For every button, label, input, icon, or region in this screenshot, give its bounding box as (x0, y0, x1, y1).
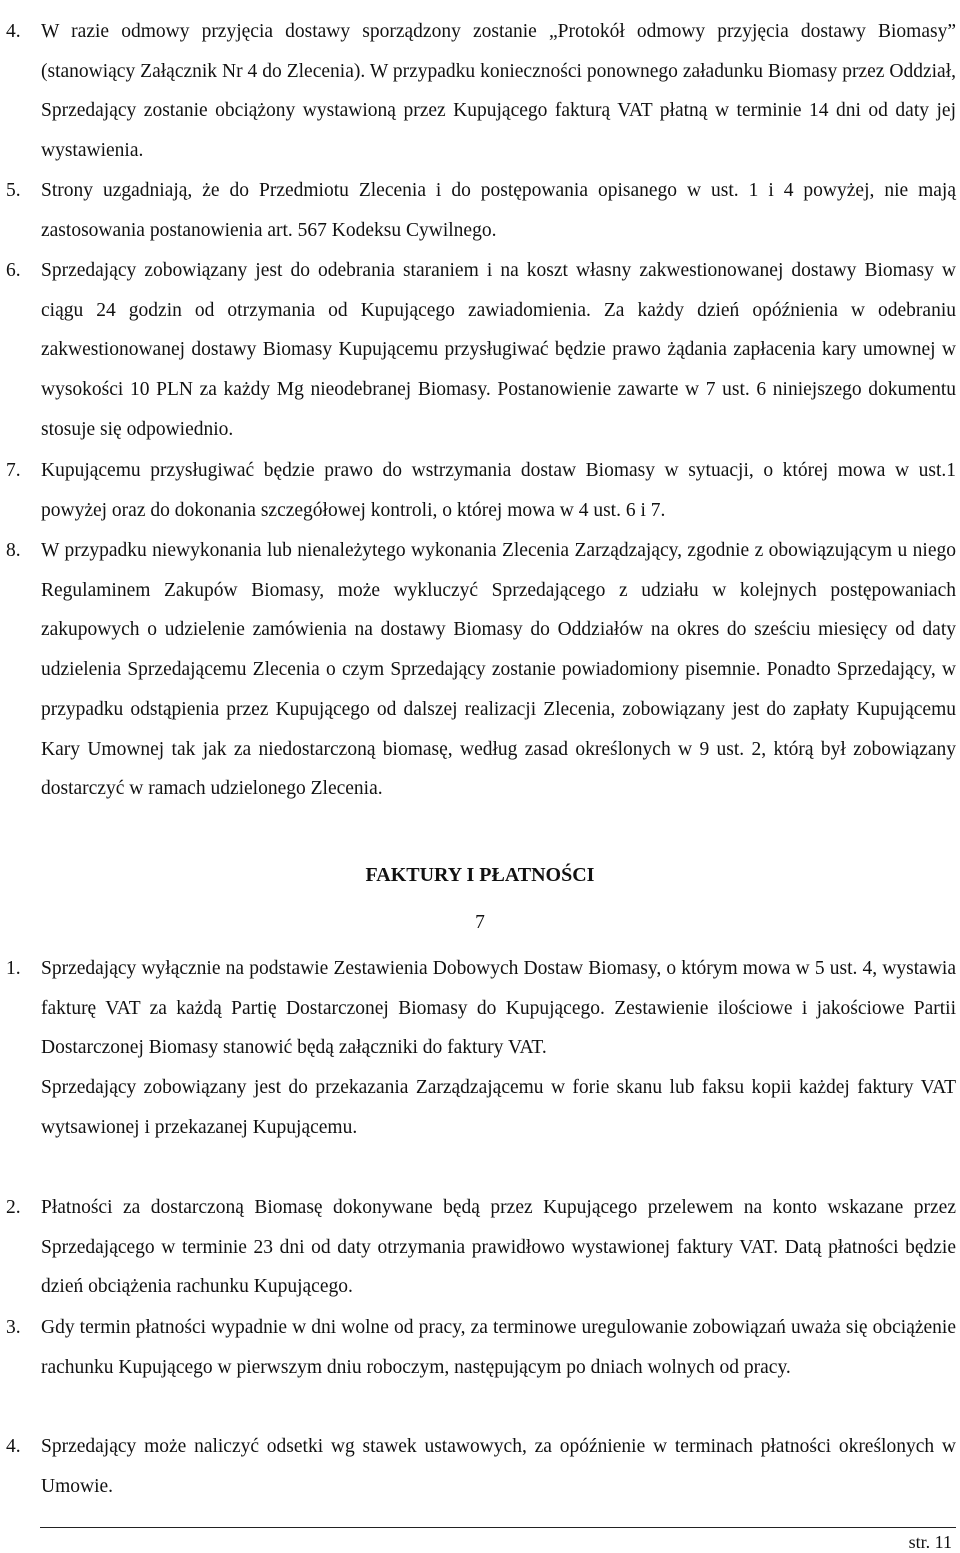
item-text: Sprzedający może naliczyć odsetki wg stawek ustawowych, za opóźnienie w terminach płatności określonych w Umowie. (41, 1436, 956, 1497)
item-text: W przypadku niewykonania lub nienależytego wykonania Zlecenia Zarządzający, zgodnie z obowiązującym u niego Regulaminem Zakupów Biomasy, może wykluczyć Sprzedającego z udziału w kolejnych postępowaniach zakupowych o udzielenie zamówienia na dostawy Biomasy do Oddziałów na okres do sześciu miesięcy od daty udzielenia Sprzedającemu Zlecenia o czym Sprzedający zostanie powiadomiony pisemnie. Ponadto Sprzedający, w przypadku odstąpienia przez Kupującego od dalszej realizacji Zlecenia, zobowiązany jest do zapłaty Kupującemu Kary Umownej tak jak za niedostarczoną biomasę, według zasad określonych w 9 ust. 2, którą był zobowiązany dostarczyć w ramach udzielonego Zlecenia. (41, 540, 956, 800)
item-number: 5. (6, 180, 21, 201)
section-heading: FAKTURY I PŁATNOŚCI (365, 864, 595, 886)
page-number: str. 11 (908, 1532, 952, 1552)
item-text: Sprzedający zobowiązany jest do odebrania staraniem i na koszt własny zakwestionowanej dostawy Biomasy w ciągu 24 godzin od otrzymania od Kupującego zawiadomienia. Za każdy dzień opóźnienia w odebraniu zakwestionowanej dostawy Biomasy Kupującemu przysługiwać będzie prawo żądania zapłacenia kary umownej w wysokości 10 PLN za każdy Mg nieodebranej Biomasy. Postanowienie zawarte w 7 ust. 6 niniejszego dokumentu stosuje się odpowiednio. (41, 260, 956, 440)
item-number: 8. (6, 540, 21, 561)
item-number: 1. (6, 958, 21, 979)
item-text: W razie odmowy przyjęcia dostawy sporządzony zostanie „Protokół odmowy przyjęcia dostawy Biomasy” (stanowiący Załącznik Nr 4 do Zlecenia). W przypadku konieczności ponownego załadunku Biomasy przez Oddział, Sprzedający zostanie obciążony wystawioną przez Kupującego fakturą VAT płatną w terminie 14 dni od daty jej wystawienia. (41, 21, 956, 162)
list-item (0, 171, 956, 250)
list-item (0, 451, 956, 530)
list-item (0, 251, 956, 450)
paragraph-number: 7 (475, 912, 485, 933)
item-text: Kupującemu przysługiwać będzie prawo do wstrzymania dostaw Biomasy w sytuacji, o której mowa w ust.1 powyżej oraz do dokonania szczegółowej kontroli, o której mowa w 4 ust. 6 i 7. (41, 460, 956, 521)
item-number: 4. (6, 1436, 21, 1457)
footer-divider (40, 1527, 956, 1528)
item-text: Gdy termin płatności wypadnie w dni wolne od pracy, za terminowe uregulowanie zobowiązań uważa się obciążenie rachunku Kupującego w pierwszym dniu roboczym, następującym po dniach wolnych od pracy. (41, 1317, 956, 1378)
item-number: 4. (6, 21, 21, 42)
list-item (0, 1308, 956, 1387)
item-extra-text: Sprzedający zobowiązany jest do przekazania Zarządzającemu w forie skanu lub faksu kopii każdej faktury VAT wytsawionej i przekazanej Kupującemu. (41, 1077, 956, 1138)
list-item (0, 1188, 956, 1307)
list-item (0, 949, 956, 1148)
list-item (0, 12, 956, 171)
item-number: 3. (6, 1317, 21, 1338)
item-number: 7. (6, 460, 21, 481)
list-item (0, 1427, 956, 1506)
item-number: 2. (6, 1197, 21, 1218)
item-text: Strony uzgadniają, że do Przedmiotu Zlecenia i do postępowania opisanego w ust. 1 i 4 powyżej, nie mają zastosowania postanowienia art. 567 Kodeksu Cywilnego. (41, 180, 956, 241)
item-number: 6. (6, 260, 21, 281)
item-text: Płatności za dostarczoną Biomasę dokonywane będą przez Kupującego przelewem na konto wskazane przez Sprzedającego w terminie 23 dni od daty otrzymania prawidłowo wystawionej faktury VAT. Datą płatności będzie dzień obciążenia rachunku Kupującego. (41, 1197, 956, 1298)
item-text: Sprzedający wyłącznie na podstawie Zestawienia Dobowych Dostaw Biomasy, o którym mowa w 5 ust. 4, wystawia fakturę VAT za każdą Partię Dostarczonej Biomasy do Kupującego. Zestawienie ilościowe i jakościowe Partii Dostarczonej Biomasy stanowić będą załączniki do faktury VAT. (41, 958, 956, 1059)
list-item (0, 531, 956, 809)
